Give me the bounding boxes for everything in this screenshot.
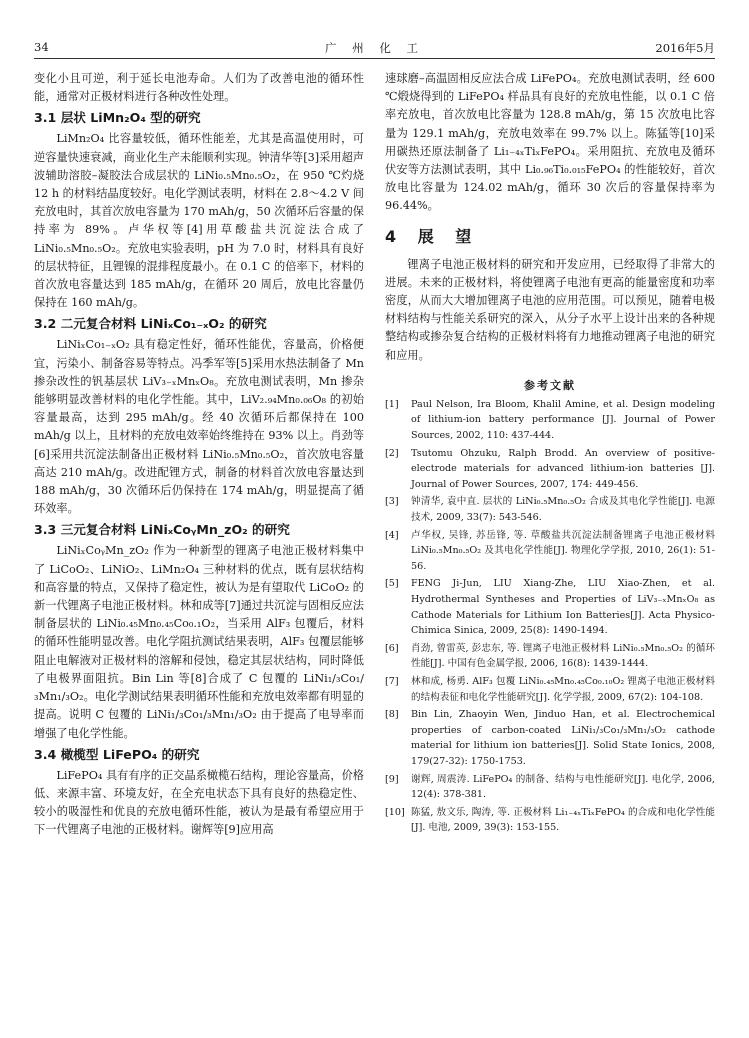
reference-text: Bin Lin, Zhaoyin Wen, Jinduo Han, et al. Electrochemical properties of carbon-coated LiNi₁/₃Co₁/₃Mn₁/₃O₂ cathode material for lithium ion batteries[J]. Solid State Ionics, 2008, 179(27-32): 1750-1753.	[411, 709, 715, 767]
reference-text: Paul Nelson, Ira Bloom, Khalil Amine, et al. Design modeling of lithium-ion battery performance [J]. Journal of Power Sources, 2002, 110: 437-444.	[411, 398, 715, 442]
reference-item	[385, 805, 715, 836]
reference-text: 肖劲, 曾雷英, 彭忠东, 等. 锂离子电池正极材料 LiNi₀.₅Mn₀.₅O₂ 的循环性能[J]. 中国有色金属学报, 2006, 16(8): 1439-1444.	[411, 642, 715, 670]
reference-item	[385, 641, 715, 672]
page-number: 34	[34, 40, 49, 54]
reference-text: 陈猛, 敖文乐, 陶涛, 等. 正极材料 Li₁₋₄ₓTiₓFePO₄ 的合成和电化学性能[J]. 电池, 2009, 39(3): 153-155.	[411, 806, 715, 834]
reference-item	[385, 494, 715, 525]
reference-item	[385, 576, 715, 638]
reference-number: [6]	[385, 642, 399, 654]
reference-text: 林和成, 杨勇. AlF₃ 包覆 LiNi₀.₄₅Mn₀.₄₅Co₀.₁₀O₂ 锂离子电池正极材料的结构表征和电化学性能研究[J]. 化学学报, 2009, 67(2): 104-108.	[411, 675, 715, 703]
section-3-3-title: 3.3 三元复合材料 LiNiₓCoᵧMn_zO₂ 的研究	[34, 522, 290, 538]
intro-paragraph: 变化小且可逆，利于延长电池寿命。人们为了改善电池的循环性能，通常对正极材料进行各种改性处理。	[34, 72, 364, 104]
reference-list	[385, 397, 715, 836]
journal-title: 广 州 化 工	[325, 41, 424, 55]
references-title: 参考文献	[524, 378, 576, 392]
reference-item	[385, 397, 715, 444]
reference-text: FENG Ji-Jun, LIU Xiang-Zhe, LIU Xiao-Zhen, et al. Hydrothermal Syntheses and Properties of LiV₃₋ₓMnₓO₈ as Cathode Materials for Lithium Ion Batteries[J]. Acta Physico-Chimica Sinica, 2009, 25(8): 1490-1494.	[411, 578, 715, 637]
section-3-4-text: LiFePO₄ 具有有序的正交晶系橄榄石结构，理论容量高，价格低、来源丰富、环境友好，在全充电状态下具有良好的热稳定性、较小的吸湿性和优良的充放电循环性能，被认为是最有希望应用于下一代锂离子电池的正极材料。谢辉等[9]应用高	[34, 768, 364, 837]
reference-item	[385, 446, 715, 493]
reference-text: 钟清华, 袁中直. 层状的 LiNi₀.₅Mn₀.₅O₂ 合成及其电化学性能[J]. 电源技术, 2009, 33(7): 543-546.	[411, 496, 715, 523]
reference-number: [10]	[385, 806, 405, 818]
reference-item	[385, 772, 715, 803]
reference-number: [4]	[385, 529, 399, 541]
reference-item	[385, 707, 715, 769]
section-3-2-text: LiNiₓCo₁₋ₓO₂ 具有稳定性好，循环性能优，容量高，价格便宜，污染小、制备容易等特点。冯季军等[5]采用水热法制备了 Mn 掺杂改性的钒基层状 LiV₃₋ₓMnₓO₈。充放电测试表明，Mn 掺杂能够明显改善材料的电化学性能。其中，LiV₂.₉₄Mn₀.₀₆O₈ 的初始容量最高，达到 295 mAh/g。经 40 次循环后都保持在 100 mAh/g 以上，且材料的充放电效率始终维持在 93% 以上。肖劲等[6]采用共沉淀法制备出正极材料 LiNi₀.₅Mn₀.₅O₂，首次放电容量高达 210 mAh/g。改进配锂方式，制备的材料首次放电容量达到 188 mAh/g，30 次循环后仍保持在 174 mAh/g，明显提高了循环效率。	[34, 338, 364, 516]
reference-number: [7]	[385, 675, 399, 687]
section-3-1-text: LiMn₂O₄ 比容量较低，循环性能差，尤其是高温使用时，可逆容量快速衰减，商业化生产未能顺利实现。钟清华等[3]采用超声波辅助溶胶–凝胶法合成层状的 LiNi₀.₅Mn₀.₅O₂，在 950 ℃灼烧 12 h 的材料结晶度较好。电化学测试表明，材料在 2.8～4.2 V 间充放电时，其首次放电容量为 170 mAh/g，50 次循环后容量的保持率为 89%。卢华权等[4]用草酸盐共沉淀法合成了 LiNi₀.₅Mn₀.₅O₂。充放电实验表明，pH 为 7.0 时，材料具有良好的层状特征，且锂镍的混排程度最小。在 0.1 C 的倍率下，材料的首次放电容量达到 185 mAh/g，在循环 20 周后，放电比容量仍保持在 160 mAh/g。	[34, 132, 364, 310]
continued-paragraph: 速球磨–高温固相反应法合成 LiFePO₄。充放电测试表明，经 600 ℃煅烧得到的 LiFePO₄ 样品具有良好的充放电性能，以 0.1 C 倍率充放电，首次放电比容量为 128.8 mAh/g，第 15 次放电比容量为 129.1 mAh/g，充放电效率在 99.7% 以上。陈猛等[10]采用碳热还原法制备了 Li₁₋₄ₓTiₓFePO₄。采用阻抗、充放电及循环伏安等方法测试表明，其中 Li₀.₉₆Ti₀.₀₁₅FePO₄ 的性能较好，首次放电比容量为 124.02 mAh/g，循环 30 次后的容量保持率为 96.44%。	[385, 72, 715, 213]
section-3-1-title: 3.1 层状 LiMn₂O₄ 型的研究	[34, 110, 201, 126]
section-3-3-text: LiNiₓCoᵧMn_zO₂ 作为一种新型的锂离子电池正极材料集中了 LiCoO₂、LiNiO₂、LiMn₂O₄ 三种材料的优点，既有层状结构和高容量的特点，又保持了稳定性，被认为是有望取代 LiCoO₂ 的新一代锂离子电池正极材料。林和成等[7]通过共沉淀与固相反应法制备层状的 LiNi₀.₄₅Mn₀.₄₅Co₀.₁O₂，当采用 AlF₃ 包覆后，材料的循环性能明显改善。电化学阻抗测试结果表明，AlF₃ 包覆层能够阻止电解液对正极材料的溶解和侵蚀，稳定其层状结构，同时降低了电极界面阻抗。Bin Lin 等[8]合成了 C 包覆的 LiNi₁/₃Co₁/₃Mn₁/₃O₂。电化学测试结果表明循环性能和充放电效率都有明显的提高。说明 C 包覆的 LiNi₁/₃Co₁/₃Mn₁/₃O₂ 由于提高了电导率而增强了电化学性能。	[34, 544, 364, 740]
page-header	[34, 38, 715, 59]
reference-item	[385, 528, 715, 575]
issue-date: 2016年5月	[655, 41, 715, 55]
reference-number: [5]	[385, 578, 399, 590]
reference-number: [1]	[385, 398, 399, 410]
left-column	[34, 70, 364, 840]
section-3-4-title: 3.4 橄榄型 LiFePO₄ 的研究	[34, 746, 200, 762]
section-4-title: 4 展 望	[385, 226, 480, 246]
reference-item	[385, 674, 715, 705]
section-3-2-title: 3.2 二元复合材料 LiNiₓCo₁₋ₓO₂ 的研究	[34, 316, 267, 332]
reference-number: [2]	[385, 447, 399, 459]
reference-number: [8]	[385, 709, 399, 721]
reference-number: [3]	[385, 496, 399, 508]
right-column	[385, 70, 715, 838]
section-4-text: 锂离子电池正极材料的研究和开发应用，已经取得了非常大的进展。未来的正极材料，将使锂离子电池有更高的能量密度和功率密度，从而大大增加锂离子电池的应用范围。可以预见，随着电极材料结构与性能关系研究的深入，从分子水平上设计出来的各种规整结构或掺杂复合结构的正极材料将有力地推动锂离子电池的研究和应用。	[385, 257, 715, 362]
reference-number: [9]	[385, 773, 399, 785]
reference-text: Tsutomu Ohzuku, Ralph Brodd. An overview of positive-electrode materials for advanced lithium-ion batteries [J]. Journal of Power Sources, 2007, 174: 449-456.	[411, 447, 715, 490]
reference-text: 谢辉, 周震涛. LiFePO₄ 的制备、结构与电性能研究[J]. 电化学, 2006, 12(4): 378-381.	[411, 773, 715, 801]
reference-text: 卢华权, 吴锋, 苏岳锋, 等. 草酸盐共沉淀法制备锂离子电池正极材料 LiNi₀.₅Mn₀.₅O₂ 及其电化学性能[J]. 物理化学学报, 2010, 26(1): 51-56.	[411, 529, 715, 572]
